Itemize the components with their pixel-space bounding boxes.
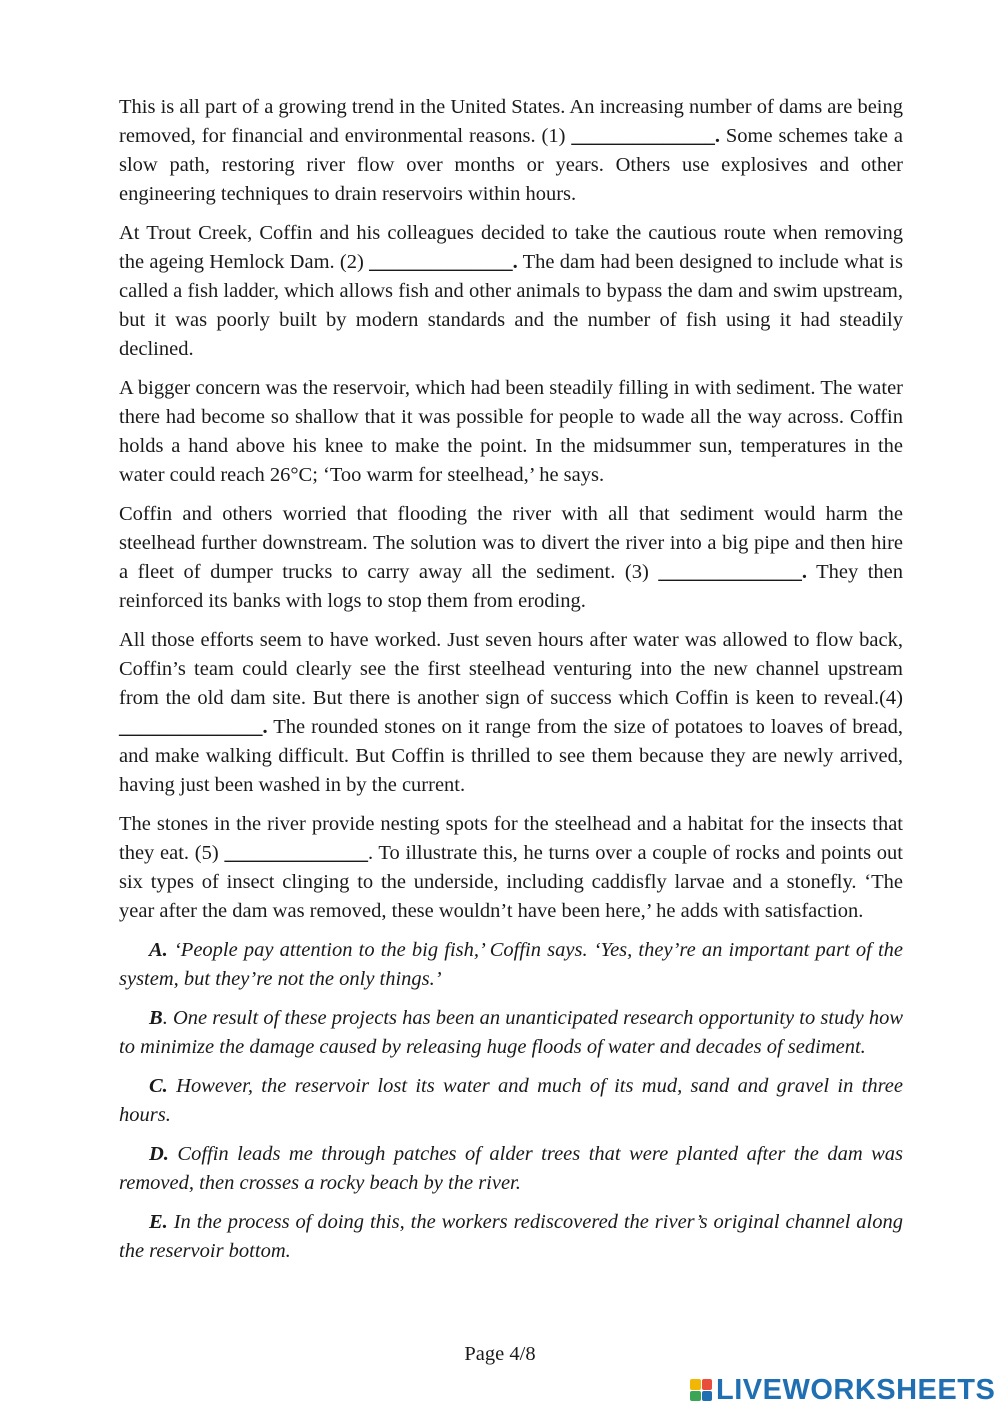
liveworksheets-logo-icon — [690, 1379, 712, 1401]
paragraph-5: All those efforts seem to have worked. Just seven hours after water was allowed to flow back, Coffin’s team could clearly see the first steelhead venturing into the new channel upstream from the old dam site. But there is another sign of success which Coffin is keen to reveal.(4) ______________. The rounded stones on it range from the size of potatoes to loaves of bread, and make walking difficult. But Coffin is thrilled to see them because they are newly arrived, having just been washed in by the current. — [119, 629, 903, 796]
option-letter: C. — [149, 1075, 168, 1097]
option-text: ‘People pay attention to the big fish,’ Coffin says. ‘Yes, they’re an important part of the system, but they’re not the only things.’ — [119, 939, 903, 990]
blank-4[interactable]: ______________. — [119, 716, 268, 738]
option-letter: A. — [149, 939, 168, 961]
paragraph-2: At Trout Creek, Coffin and his colleagues decided to take the cautious route when removing the ageing Hemlock Dam. (2) ______________. The dam had been designed to include what is called a fish ladder, which allows fish and other animals to bypass the dam and swim upstream, but it was poorly built by modern standards and the number of fish using it had steadily declined. — [119, 222, 903, 360]
option-letter: D. — [149, 1143, 169, 1165]
paragraph-4: Coffin and others worried that flooding the river with all that sediment would harm the steelhead further downstream. The solution was to divert the river into a big pipe and then hire a fleet of dumper trucks to carry away all the sediment. (3) ______________. They then reinforced its banks with logs to stop them from eroding. — [119, 503, 904, 612]
option-text: Coffin leads me through patches of alder trees that were planted after the dam was removed, then crosses a rocky beach by the river. — [119, 1143, 903, 1194]
brand-name: LIVEWORKSHEETS — [716, 1373, 996, 1406]
option-c — [119, 1072, 903, 1130]
option-text: . One result of these projects has been an unanticipated research opportunity to study how to minimize the damage caused by releasing huge floods of water and decades of sediment. — [119, 1007, 903, 1058]
page-number: Page 4/8 — [464, 1343, 536, 1365]
brand-logo[interactable] — [690, 1375, 995, 1405]
option-letter: E. — [149, 1211, 168, 1233]
option-a — [119, 936, 903, 994]
option-b — [119, 1004, 903, 1062]
option-e — [119, 1208, 903, 1266]
paragraph-3: A bigger concern was the reservoir, which had been steadily filling in with sediment. The water there had become so shallow that it was possible for people to wade all the way across. Coffin holds a hand above his knee to make the point. In the midsummer sun, temperatures in the water could reach 26°C; ‘Too warm for steelhead,’ he says. — [119, 377, 903, 486]
blank-3[interactable]: ______________. — [658, 561, 807, 583]
worksheet-page — [119, 93, 903, 1276]
paragraph-6: The stones in the river provide nesting spots for the steelhead and a habitat for the insects that they eat. (5) ______________. To illustrate this, he turns over a couple of rocks and points out six types of insect clinging to the underside, including caddisfly larvae and a stonefly. ‘The year after the dam was removed, these wouldn’t have been here,’ he adds with satisfaction. — [119, 813, 904, 922]
blank-2[interactable]: ______________. — [369, 251, 518, 273]
option-text: In the process of doing this, the workers rediscovered the river’s original channel along the reservoir bottom. — [119, 1211, 903, 1262]
option-text: However, the reservoir lost its water and much of its mud, sand and gravel in three hours. — [119, 1075, 903, 1126]
option-d — [119, 1140, 903, 1198]
paragraph-1: This is all part of a growing trend in the United States. An increasing number of dams are being removed, for financial and environmental reasons. (1) ______________. Some schemes take a slow path, restoring river flow over months or years. Others use explosives and other engineering techniques to drain reservoirs within hours. — [119, 96, 903, 205]
option-letter: B — [149, 1007, 163, 1029]
blank-5[interactable]: ______________ — [224, 842, 368, 864]
blank-1[interactable]: ______________. — [571, 125, 720, 147]
